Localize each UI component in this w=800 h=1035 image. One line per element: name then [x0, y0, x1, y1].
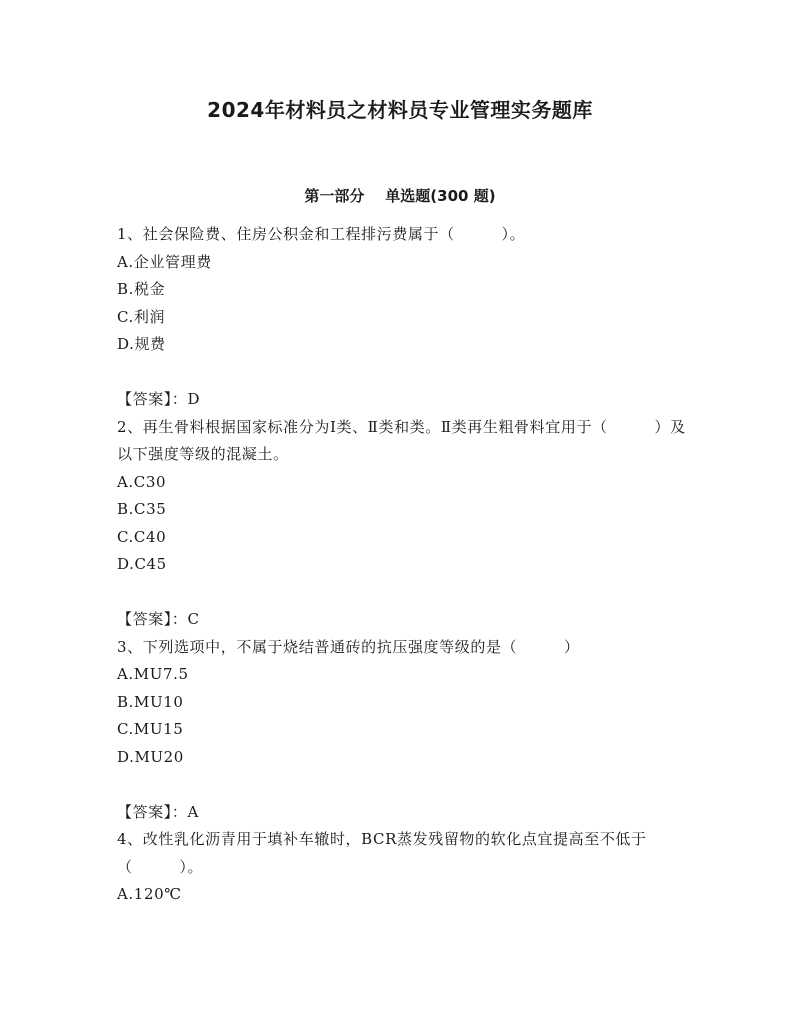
- document-title: 2024年材料员之材料员专业管理实务题库: [207, 98, 593, 122]
- option-c: C.C40: [117, 527, 167, 546]
- question-item: [117, 634, 687, 827]
- question-list: [117, 221, 687, 909]
- question-stem: 3、下列选项中，不属于烧结普通砖的抗压强度等级的是（ ）: [117, 637, 580, 656]
- option-d: D.C45: [117, 555, 167, 573]
- option-a: A.120℃: [117, 885, 182, 903]
- option-a: A.MU7.5: [117, 665, 189, 683]
- option-b: B.C35: [117, 500, 167, 518]
- question-item: [117, 221, 687, 414]
- option-c: C.利润: [117, 307, 166, 326]
- option-d: D.规费: [117, 335, 166, 353]
- answer-line: 【答案】：D: [117, 390, 201, 408]
- option-d: D.MU20: [117, 747, 184, 766]
- question-item: [117, 826, 687, 909]
- option-b: B.MU10: [117, 692, 184, 711]
- answer-line: 【答案】：C: [117, 610, 200, 628]
- question-item: [117, 414, 687, 634]
- option-a: A.企业管理费: [117, 252, 212, 271]
- answer-line: 【答案】：A: [117, 802, 199, 821]
- option-c: C.MU15: [117, 720, 184, 738]
- question-stem: 1、社会保险费、住房公积金和工程排污费属于（ ）。: [117, 225, 526, 243]
- section-heading: 第一部分 单选题(300 题): [304, 187, 496, 205]
- option-b: B.税金: [117, 280, 166, 298]
- question-stem: 2、再生骨料根据国家标准分为Ⅰ类、Ⅱ类和类。Ⅱ类再生粗骨料宜用于（ ）及以下强度等级的混凝土。: [117, 417, 686, 463]
- option-a: A.C30: [117, 472, 167, 491]
- question-stem: 4、改性乳化沥青用于填补车辙时，BCR蒸发残留物的软化点宜提高至不低于（ ）。: [117, 830, 647, 876]
